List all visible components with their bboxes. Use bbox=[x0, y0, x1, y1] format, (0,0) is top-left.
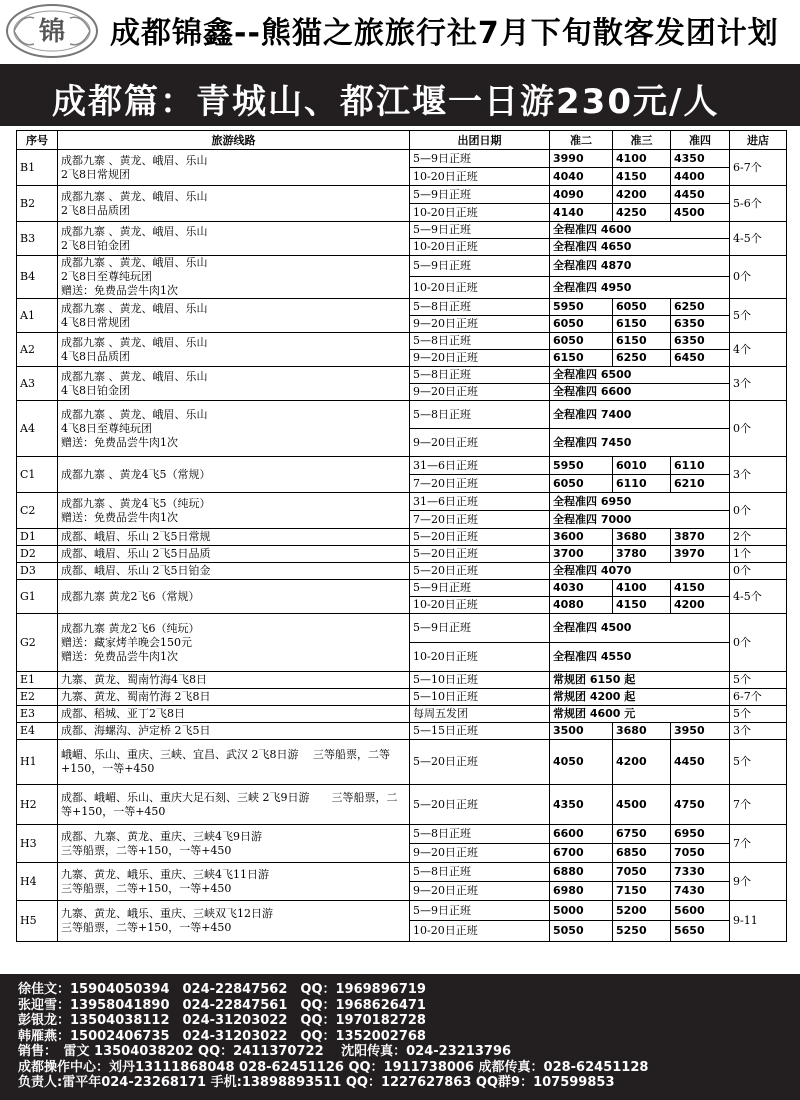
tour-code: H1 bbox=[17, 740, 58, 785]
all-inclusive-price: 全程准四 4650 bbox=[550, 239, 730, 256]
store-count: 5个 bbox=[730, 299, 787, 333]
tour-route: 成都、稻城、亚丁2飞8日 bbox=[58, 706, 410, 723]
departure-date: 5—10日正班 bbox=[410, 689, 550, 706]
all-inclusive-price: 全程准四 6950 bbox=[550, 493, 730, 511]
price-zhun4: 5600 bbox=[671, 901, 730, 921]
contact-line: 徐佳文：15904050394 024-22847562 QQ：1969896719 bbox=[18, 982, 426, 997]
col-header-zhun3: 准三 bbox=[613, 131, 671, 150]
table-row bbox=[17, 901, 787, 921]
logo-text: 锦 bbox=[38, 17, 66, 47]
tour-route: 成都、峨眉、乐山 2飞5日品质 bbox=[58, 546, 410, 563]
col-header-date: 出团日期 bbox=[410, 131, 550, 150]
tour-route: 成都、峨嵋、乐山、重庆大足石刻、三峡 2飞9日游 三等船票，二等+150，一等+450 bbox=[58, 785, 410, 825]
store-count: 5个 bbox=[730, 706, 787, 723]
tour-code: G2 bbox=[17, 614, 58, 672]
price-zhun3: 6250 bbox=[613, 350, 671, 367]
departure-date: 5—8日正班 bbox=[410, 333, 550, 350]
tour-code: D3 bbox=[17, 563, 58, 580]
store-count: 7个 bbox=[730, 825, 787, 863]
store-count: 5个 bbox=[730, 740, 787, 785]
col-header-zhun4: 准四 bbox=[671, 131, 730, 150]
tour-code: E1 bbox=[17, 672, 58, 689]
col-header-zhun2: 准二 bbox=[550, 131, 613, 150]
table-row bbox=[17, 222, 787, 239]
price-zhun4: 4400 bbox=[671, 168, 730, 186]
price-zhun2: 6050 bbox=[550, 333, 613, 350]
price-zhun3: 6010 bbox=[613, 457, 671, 475]
tour-code: E2 bbox=[17, 689, 58, 706]
tour-route: 九寨、黄龙、峨乐、重庆、三峡双飞12日游 三等船票，二等+150，一等+450 bbox=[58, 901, 410, 942]
price-zhun3: 3680 bbox=[613, 723, 671, 740]
departure-date: 31—6日正班 bbox=[410, 457, 550, 475]
table-row bbox=[17, 299, 787, 316]
price-zhun4: 3950 bbox=[671, 723, 730, 740]
store-count: 0个 bbox=[730, 401, 787, 457]
logo-emblem-icon bbox=[4, 2, 100, 60]
price-zhun3: 4100 bbox=[613, 580, 671, 597]
tour-code: B2 bbox=[17, 186, 58, 222]
price-zhun2: 6150 bbox=[550, 350, 613, 367]
store-count: 2个 bbox=[730, 529, 787, 546]
store-count: 5个 bbox=[730, 672, 787, 689]
table-row bbox=[17, 580, 787, 597]
departure-date: 9—20日正班 bbox=[410, 429, 550, 457]
store-count: 9-11 bbox=[730, 901, 787, 942]
price-zhun3: 6750 bbox=[613, 825, 671, 844]
contact-line: 彭银龙：13504038112 024-31203022 QQ：1970182728 bbox=[18, 1013, 426, 1028]
price-zhun3: 5250 bbox=[613, 921, 671, 942]
store-count: 0个 bbox=[730, 256, 787, 299]
all-inclusive-price: 常规团 4600 元 bbox=[550, 706, 730, 723]
departure-date: 7—20日正班 bbox=[410, 475, 550, 493]
table-row bbox=[17, 186, 787, 204]
departure-date: 7—20日正班 bbox=[410, 511, 550, 529]
tour-route: 成都、峨眉、乐山 2飞5日铂金 bbox=[58, 563, 410, 580]
tour-route: 成都九寨 、黄龙、峨眉、乐山 2飞8日常规团 bbox=[58, 150, 410, 186]
company-logo bbox=[4, 2, 100, 60]
all-inclusive-price: 全程准四 4550 bbox=[550, 643, 730, 672]
tour-route: 九寨、黄龙、峨乐、重庆、三峡4飞11日游 三等船票，二等+150，一等+450 bbox=[58, 863, 410, 901]
col-header-store: 进店 bbox=[730, 131, 787, 150]
tour-route: 峨嵋、乐山、重庆、三峡、宜昌、武汉 2飞8日游 三等船票，二等+150，一等+450 bbox=[58, 740, 410, 785]
tour-route: 成都九寨 黄龙2飞6（纯玩） 赠送：藏家烤羊晚会150元 赠送：免费品尝牛肉1次 bbox=[58, 614, 410, 672]
contact-line: 张迎雪：13958041890 024-22847561 QQ：1968626471 bbox=[18, 997, 426, 1013]
table-row bbox=[17, 457, 787, 475]
price-zhun3: 4200 bbox=[613, 740, 671, 785]
table-header-row bbox=[17, 131, 787, 150]
departure-date: 5—9日正班 bbox=[410, 186, 550, 204]
store-count: 0个 bbox=[730, 493, 787, 529]
price-zhun2: 3600 bbox=[550, 529, 613, 546]
price-zhun4: 6350 bbox=[671, 316, 730, 333]
table-row bbox=[17, 150, 787, 168]
tour-route: 成都九寨 、黄龙、峨眉、乐山 4飞8日常规团 bbox=[58, 299, 410, 333]
price-zhun3: 4150 bbox=[613, 597, 671, 614]
price-zhun2: 4040 bbox=[550, 168, 613, 186]
contact-footer bbox=[0, 974, 800, 1100]
all-inclusive-price: 全程准四 6500 bbox=[550, 367, 730, 384]
table-body bbox=[17, 150, 787, 942]
table-row bbox=[17, 333, 787, 350]
tour-route: 成都九寨 、黄龙、峨眉、乐山 4飞8日品质团 bbox=[58, 333, 410, 367]
price-zhun2: 6700 bbox=[550, 844, 613, 863]
departure-date: 5—9日正班 bbox=[410, 150, 550, 168]
store-count: 5-6个 bbox=[730, 186, 787, 222]
price-zhun3: 7150 bbox=[613, 882, 671, 901]
table-row bbox=[17, 863, 787, 882]
price-zhun2: 4050 bbox=[550, 740, 613, 785]
tour-code: A4 bbox=[17, 401, 58, 457]
table-row bbox=[17, 256, 787, 277]
departure-date: 10-20日正班 bbox=[410, 643, 550, 672]
tour-route: 成都九寨 、黄龙、峨眉、乐山 2飞8日铂金团 bbox=[58, 222, 410, 256]
departure-date: 5—9日正班 bbox=[410, 901, 550, 921]
price-zhun3: 4250 bbox=[613, 204, 671, 222]
price-zhun3: 5200 bbox=[613, 901, 671, 921]
departure-date: 5—8日正班 bbox=[410, 401, 550, 429]
table-row bbox=[17, 546, 787, 563]
table-row bbox=[17, 493, 787, 511]
price-zhun2: 4350 bbox=[550, 785, 613, 825]
price-zhun3: 6050 bbox=[613, 299, 671, 316]
price-zhun2: 5000 bbox=[550, 901, 613, 921]
tour-route: 成都九寨 、黄龙4飞5（常规） bbox=[58, 457, 410, 493]
departure-date: 5—20日正班 bbox=[410, 563, 550, 580]
departure-date: 10-20日正班 bbox=[410, 597, 550, 614]
table-row bbox=[17, 563, 787, 580]
price-zhun4: 6250 bbox=[671, 299, 730, 316]
price-zhun4: 5650 bbox=[671, 921, 730, 942]
tour-code: H4 bbox=[17, 863, 58, 901]
manager-line: 负责人:雷平年024-23268171 手机:13898893511 QQ：1227627863 QQ群9：107599853 bbox=[18, 1075, 615, 1090]
col-header-route: 旅游线路 bbox=[58, 131, 410, 150]
price-zhun3: 6850 bbox=[613, 844, 671, 863]
table-row bbox=[17, 723, 787, 740]
tour-code: E4 bbox=[17, 723, 58, 740]
header bbox=[0, 0, 800, 62]
all-inclusive-price: 全程准四 4500 bbox=[550, 614, 730, 643]
departure-date: 5—9日正班 bbox=[410, 614, 550, 643]
all-inclusive-price: 常规团 4200 起 bbox=[550, 689, 730, 706]
price-zhun2: 3500 bbox=[550, 723, 613, 740]
price-zhun4: 7330 bbox=[671, 863, 730, 882]
price-zhun2: 3990 bbox=[550, 150, 613, 168]
table-row bbox=[17, 614, 787, 643]
price-zhun2: 5950 bbox=[550, 457, 613, 475]
tour-route: 成都九寨 、黄龙4飞5（纯玩） 赠送：免费品尝牛肉1次 bbox=[58, 493, 410, 529]
departure-date: 9—20日正班 bbox=[410, 384, 550, 401]
tour-code: H2 bbox=[17, 785, 58, 825]
price-zhun2: 6050 bbox=[550, 475, 613, 493]
all-inclusive-price: 全程准四 6600 bbox=[550, 384, 730, 401]
departure-date: 9—20日正班 bbox=[410, 316, 550, 333]
tour-route: 成都、海螺沟、泸定桥 2飞5日 bbox=[58, 723, 410, 740]
store-count: 0个 bbox=[730, 563, 787, 580]
departure-date: 5—20日正班 bbox=[410, 546, 550, 563]
price-zhun2: 5950 bbox=[550, 299, 613, 316]
table-row bbox=[17, 401, 787, 429]
page-title: 成都锦鑫--熊猫之旅旅行社7月下旬散客发团计划 bbox=[110, 16, 779, 51]
price-zhun4: 4200 bbox=[671, 597, 730, 614]
price-zhun4: 7430 bbox=[671, 882, 730, 901]
price-zhun4: 4450 bbox=[671, 186, 730, 204]
tour-route: 成都九寨 、黄龙、峨眉、乐山 2飞8日品质团 bbox=[58, 186, 410, 222]
departure-date: 5—8日正班 bbox=[410, 299, 550, 316]
departure-date: 每周五发团 bbox=[410, 706, 550, 723]
tour-code: C2 bbox=[17, 493, 58, 529]
price-zhun2: 6050 bbox=[550, 316, 613, 333]
departure-date: 5—9日正班 bbox=[410, 256, 550, 277]
tour-code: A1 bbox=[17, 299, 58, 333]
tour-route: 成都、峨眉、乐山 2飞5日常规 bbox=[58, 529, 410, 546]
store-count: 4个 bbox=[730, 333, 787, 367]
all-inclusive-price: 常规团 6150 起 bbox=[550, 672, 730, 689]
price-zhun2: 6600 bbox=[550, 825, 613, 844]
table-row bbox=[17, 785, 787, 825]
price-zhun2: 3700 bbox=[550, 546, 613, 563]
banner-text: 成都篇：青城山、都江堰一日游230元/人 bbox=[52, 82, 720, 122]
price-zhun4: 6950 bbox=[671, 825, 730, 844]
price-zhun3: 4200 bbox=[613, 186, 671, 204]
store-count: 6-7个 bbox=[730, 689, 787, 706]
tour-code: D2 bbox=[17, 546, 58, 563]
tour-code: H3 bbox=[17, 825, 58, 863]
departure-date: 5—10日正班 bbox=[410, 672, 550, 689]
departure-date: 9—20日正班 bbox=[410, 844, 550, 863]
departure-date: 5—8日正班 bbox=[410, 863, 550, 882]
departure-date: 5—8日正班 bbox=[410, 367, 550, 384]
table-row bbox=[17, 367, 787, 384]
all-inclusive-price: 全程准四 7000 bbox=[550, 511, 730, 529]
tour-route: 九寨、黄龙、蜀南竹海4飞8日 bbox=[58, 672, 410, 689]
all-inclusive-price: 全程准四 7400 bbox=[550, 401, 730, 429]
tour-code: B1 bbox=[17, 150, 58, 186]
departure-date: 5—9日正班 bbox=[410, 222, 550, 239]
tour-code: C1 bbox=[17, 457, 58, 493]
table-row bbox=[17, 672, 787, 689]
price-zhun4: 6450 bbox=[671, 350, 730, 367]
all-inclusive-price: 全程准四 4870 bbox=[550, 256, 730, 277]
all-inclusive-price: 全程准四 4950 bbox=[550, 277, 730, 299]
tour-code: A3 bbox=[17, 367, 58, 401]
table-row bbox=[17, 825, 787, 844]
contact-line: 韩雁燕：15002406735 024-31203022 QQ：1352002768 bbox=[18, 1028, 426, 1044]
departure-date: 5—20日正班 bbox=[410, 529, 550, 546]
store-count: 4-5个 bbox=[730, 222, 787, 256]
tour-route: 成都九寨 黄龙2飞6（常规） bbox=[58, 580, 410, 614]
price-zhun4: 3870 bbox=[671, 529, 730, 546]
departure-date: 5—9日正班 bbox=[410, 580, 550, 597]
departure-date: 5—20日正班 bbox=[410, 740, 550, 785]
price-zhun3: 4500 bbox=[613, 785, 671, 825]
price-zhun3: 3680 bbox=[613, 529, 671, 546]
tour-code: E3 bbox=[17, 706, 58, 723]
tour-code: H5 bbox=[17, 901, 58, 942]
tour-code: A2 bbox=[17, 333, 58, 367]
tour-route: 成都九寨 、黄龙、峨眉、乐山 4飞8日至尊纯玩团 赠送：免费品尝牛肉1次 bbox=[58, 401, 410, 457]
store-count: 3个 bbox=[730, 367, 787, 401]
sales-line: 销售： 雷文 13504038202 QQ：2411370722 沈阳传真：024-23213796 bbox=[18, 1044, 512, 1059]
table-row bbox=[17, 740, 787, 785]
price-zhun2: 4030 bbox=[550, 580, 613, 597]
store-count: 0个 bbox=[730, 614, 787, 672]
store-count: 6-7个 bbox=[730, 150, 787, 186]
departure-date: 10-20日正班 bbox=[410, 239, 550, 256]
price-zhun4: 4500 bbox=[671, 204, 730, 222]
all-inclusive-price: 全程准四 4070 bbox=[550, 563, 730, 580]
price-zhun4: 6110 bbox=[671, 457, 730, 475]
price-zhun2: 6880 bbox=[550, 863, 613, 882]
tour-route: 成都、九寨、黄龙、重庆、三峡4飞9日游 三等船票，二等+150，一等+450 bbox=[58, 825, 410, 863]
price-zhun3: 6150 bbox=[613, 316, 671, 333]
store-count: 3个 bbox=[730, 457, 787, 493]
store-count: 3个 bbox=[730, 723, 787, 740]
departure-date: 9—20日正班 bbox=[410, 882, 550, 901]
tour-route: 成都九寨 、黄龙、峨眉、乐山 4飞8日铂金团 bbox=[58, 367, 410, 401]
departure-date: 10-20日正班 bbox=[410, 168, 550, 186]
price-zhun3: 4150 bbox=[613, 168, 671, 186]
departure-date: 31—6日正班 bbox=[410, 493, 550, 511]
price-zhun4: 7050 bbox=[671, 844, 730, 863]
departure-date: 10-20日正班 bbox=[410, 204, 550, 222]
price-zhun2: 5050 bbox=[550, 921, 613, 942]
tour-route: 九寨、黄龙、蜀南竹海 2飞8日 bbox=[58, 689, 410, 706]
price-zhun2: 4140 bbox=[550, 204, 613, 222]
all-inclusive-price: 全程准四 4600 bbox=[550, 222, 730, 239]
store-count: 9个 bbox=[730, 863, 787, 901]
price-zhun4: 4350 bbox=[671, 150, 730, 168]
all-inclusive-price: 全程准四 7450 bbox=[550, 429, 730, 457]
departure-date: 5—15日正班 bbox=[410, 723, 550, 740]
tour-code: B3 bbox=[17, 222, 58, 256]
price-zhun2: 4090 bbox=[550, 186, 613, 204]
price-zhun3: 7050 bbox=[613, 863, 671, 882]
price-zhun4: 4150 bbox=[671, 580, 730, 597]
departure-date: 5—8日正班 bbox=[410, 825, 550, 844]
price-zhun4: 4450 bbox=[671, 740, 730, 785]
price-zhun4: 6350 bbox=[671, 333, 730, 350]
table-row bbox=[17, 706, 787, 723]
table-row bbox=[17, 689, 787, 706]
table-row bbox=[17, 529, 787, 546]
price-zhun4: 3970 bbox=[671, 546, 730, 563]
price-zhun3: 6150 bbox=[613, 333, 671, 350]
store-count: 1个 bbox=[730, 546, 787, 563]
chengdu-ops-line: 成都操作中心：刘丹13111868048 028-62451126 QQ：1911738006 成都传真：028-62451128 bbox=[18, 1059, 649, 1075]
tour-schedule-table bbox=[16, 130, 787, 942]
tour-code: D1 bbox=[17, 529, 58, 546]
price-zhun3: 4100 bbox=[613, 150, 671, 168]
tour-code: G1 bbox=[17, 580, 58, 614]
departure-date: 5—20日正班 bbox=[410, 785, 550, 825]
tour-route: 成都九寨 、黄龙、峨眉、乐山 2飞8日至尊纯玩团 赠送：免费品尝牛肉1次 bbox=[58, 256, 410, 299]
departure-date: 10-20日正班 bbox=[410, 921, 550, 942]
departure-date: 10-20日正班 bbox=[410, 277, 550, 299]
price-zhun4: 4750 bbox=[671, 785, 730, 825]
tour-code: B4 bbox=[17, 256, 58, 299]
promo-banner bbox=[0, 64, 800, 126]
store-count: 7个 bbox=[730, 785, 787, 825]
price-zhun4: 6210 bbox=[671, 475, 730, 493]
price-zhun2: 4080 bbox=[550, 597, 613, 614]
departure-date: 9—20日正班 bbox=[410, 350, 550, 367]
col-header-code: 序号 bbox=[17, 131, 58, 150]
price-zhun3: 6110 bbox=[613, 475, 671, 493]
price-zhun2: 6980 bbox=[550, 882, 613, 901]
price-zhun3: 3780 bbox=[613, 546, 671, 563]
store-count: 4-5个 bbox=[730, 580, 787, 614]
